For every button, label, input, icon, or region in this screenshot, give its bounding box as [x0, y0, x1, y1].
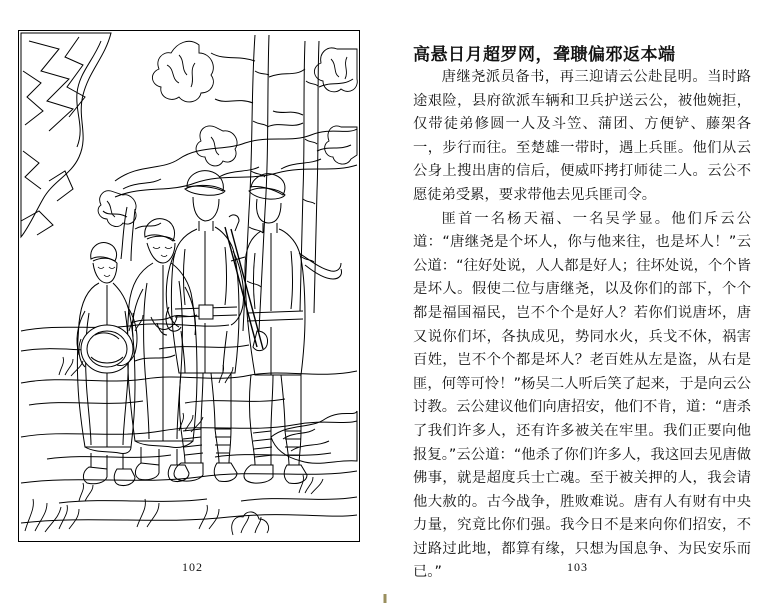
- right-page: [385, 0, 770, 608]
- paragraph-1: 唐继尧派员备书，再三迎请云公赴昆明。当时路途艰险，县府欲派车辆和卫兵护送云公，被他婉拒，仅带徒弟修圆一人及斗笠、蒲团、方便铲、藤架各一，步行而往。至楚雄一带时，遇上兵匪。他们从云公身上搜出唐的信后，便威吓拷打师徒二人。云公不愿徒弟受累，要求带他去见兵匪司令。: [413, 69, 751, 203]
- illustration: [18, 30, 360, 542]
- page-number-left: 102: [182, 560, 203, 574]
- page-title: 高悬日月超罗网，聋聩偏邪返本端: [413, 45, 676, 66]
- paragraph-2: 匪首一名杨天福、一名吴学显。他们斥云公道：“唐继尧是个坏人，你与他来往，也是坏人！”云公道：“往好处说，人人都是好人；往坏处说，个个皆是坏人。假使二位与唐继尧，以及你们的部下，个个都是福国福民，岂不个个是好人？若你们说唐坏，唐又说你们坏，各执成见，势同水火，兵戈不休，祸害百姓，岂不个个都是坏人？老百姓从左是盗，从右是匪，何等可怜！”杨吴二人听后笑了起来，于是向云公讨教。云公建议他们向唐招安，他们不肯，道：“唐杀了我们许多人，还有许多被关在牢里。我们正要向他报复。”云公道：“他杀了你们许多人，我这回去见唐做佛事，就是超度兵士亡魂。至于被关押的人，我会请他大赦的。古今战争，胜败难说。唐有人有财有中央力量，究竟比你们强。我今日不是来向你们招安，不过路过此地，都算有缘，只想为国息争、为民安乐而已。”: [413, 210, 751, 581]
- page-number-right: 103: [567, 560, 588, 574]
- illustration-artwork: [19, 31, 359, 541]
- body-text: [413, 66, 751, 585]
- gutter-mark-icon: [384, 594, 387, 603]
